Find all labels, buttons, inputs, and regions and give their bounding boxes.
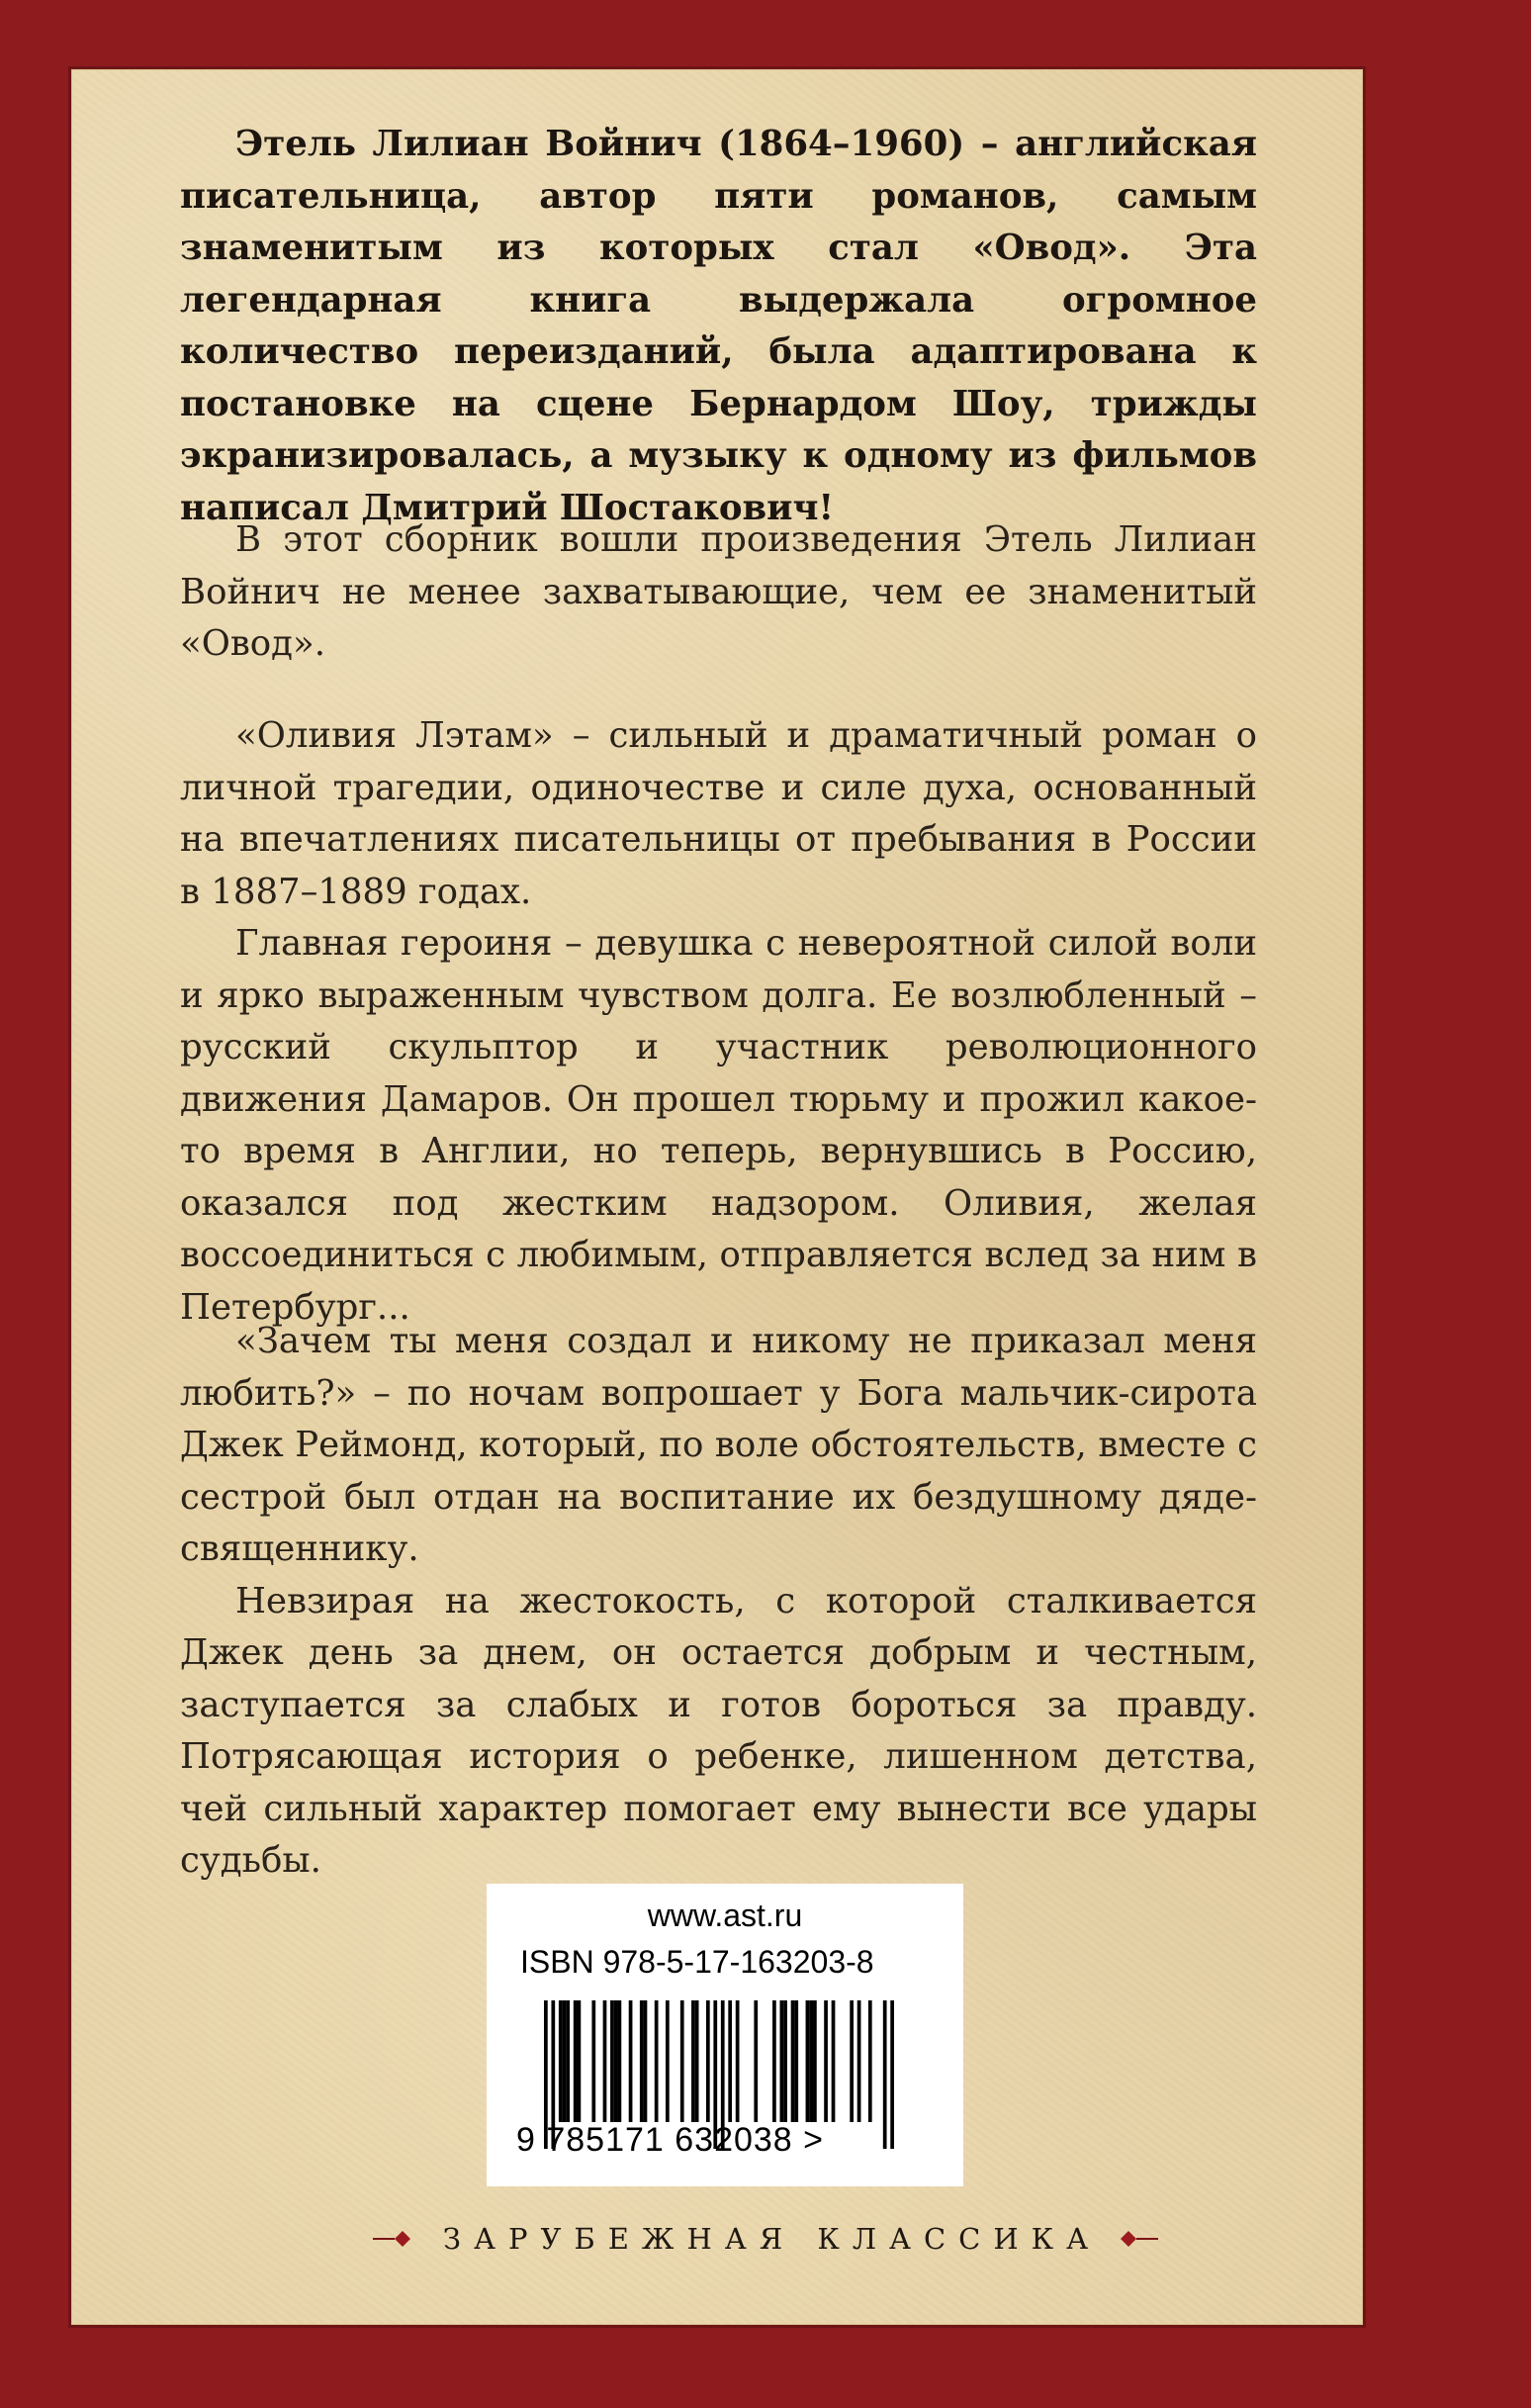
barcode-bar (754, 2000, 758, 2122)
barcode-bar (772, 2000, 776, 2122)
barcode-bar (783, 2000, 787, 2122)
barcode-bar (610, 2000, 614, 2122)
series-banner (0, 2214, 1531, 2264)
barcode-bar (644, 2000, 648, 2122)
olivia-paragraph-1: «Оливия Лэтам» – сильный и драматичный роман о личной трагедии, одиночестве и силе духа, основанный на впечатлениях писательницы от пребывания в России в 1887–1889 годах. (180, 715, 1257, 912)
barcode-bar (640, 2000, 644, 2122)
barcode-bar (629, 2000, 633, 2122)
barcode-bar (680, 2000, 684, 2122)
barcode-bar (566, 2000, 570, 2122)
barcode-bar (857, 2000, 861, 2122)
barcode-bar (736, 2000, 740, 2122)
barcode-bar (809, 2000, 813, 2122)
collection-intro-text: В этот сборник вошли произведения Этель Лилиан Войнич не менее захватывающие, чем ее знаменитый «Овод». (180, 519, 1257, 664)
barcode-bar (563, 2000, 567, 2122)
barcode-bar (559, 2000, 563, 2122)
barcode-bar (655, 2000, 659, 2122)
barcode-bar (868, 2000, 872, 2122)
barcode-bar (603, 2000, 607, 2122)
barcode-bar (614, 2000, 618, 2122)
author-bio-text: Этель Лилиан Войнич (1864–1960) – английская писательница, автор пяти романов, самым знаменитым из которых стал «Овод». Эта легендарная книга выдержала огромное количество переизданий, была адаптирована к постановке на сцене Бернардом Шоу, трижды экранизировалась, а музыку к одному из фильмов написал Дмитрий Шостакович! (180, 124, 1257, 528)
barcode-bar (832, 2000, 836, 2122)
barcode-bar (883, 2000, 887, 2149)
jack-paragraph-2: Невзирая на жестокость, с которой сталкивается Джек день за днем, он остается добрым и честным, заступается за слабых и готов бороться за правду. Потрясающая история о ребенке, лишенном детства, чей сильный характер помогает ему вынести все удары судьбы. (180, 1580, 1257, 1881)
barcode-bar (691, 2000, 695, 2122)
barcode-bar (824, 2000, 828, 2122)
author-bio (180, 119, 1257, 534)
series-title: ЗАРУБЕЖНАЯ КЛАССИКА (442, 2222, 1102, 2256)
barcode-bar (666, 2000, 670, 2122)
diamond-ornament-icon (373, 2227, 412, 2251)
barcode-bar (779, 2000, 783, 2122)
jack-paragraph-1: «Зачем ты меня создал и никому не приказал меня любить?» – по ночам вопрошает у Бога мальчик-сирота Джек Реймонд, который, по воле обстоятельств, вместе с сестрой был отдан на воспитание их бездушному дяде-священнику. (180, 1321, 1257, 1569)
olivia-latham-description (180, 710, 1257, 1334)
diamond-ornament-icon (1119, 2227, 1158, 2251)
barcode-bar (813, 2000, 817, 2122)
website-url: www.ast.ru (647, 1898, 803, 1933)
barcode-bar (578, 2000, 582, 2122)
barcode-bar (806, 2000, 810, 2122)
jack-raymond-description (180, 1316, 1257, 1888)
barcode-digits: 9 785171 632038 > (516, 2121, 825, 2159)
barcode-bar (850, 2000, 854, 2122)
barcode-bar (890, 2000, 894, 2149)
barcode-bar (794, 2000, 798, 2122)
olivia-paragraph-2: Главная героиня – девушка с невероятной силой воли и ярко выраженным чувством долга. Ее возлюбленный – русский скульптор и участник революционного движения Дамаров. Он прошел тюрьму и прожил какое-то время в Англии, но теперь, вернувшись в Россию, оказался под жестким надзором. Оливия, желая воссоединиться с любимым, отправляется вслед за ним в Петербург... (180, 923, 1257, 1328)
barcode-bar (618, 2000, 622, 2122)
barcode-bar (706, 2000, 710, 2122)
barcode-bar (791, 2000, 795, 2122)
barcode-bar (591, 2000, 595, 2122)
barcode-bar (695, 2000, 699, 2122)
collection-intro (180, 514, 1257, 671)
isbn-barcode-block (487, 1884, 963, 2186)
barcode-bar (728, 2000, 732, 2122)
barcode-bar (574, 2000, 578, 2122)
isbn-number: ISBN 978-5-17-163203-8 (520, 1944, 874, 1980)
